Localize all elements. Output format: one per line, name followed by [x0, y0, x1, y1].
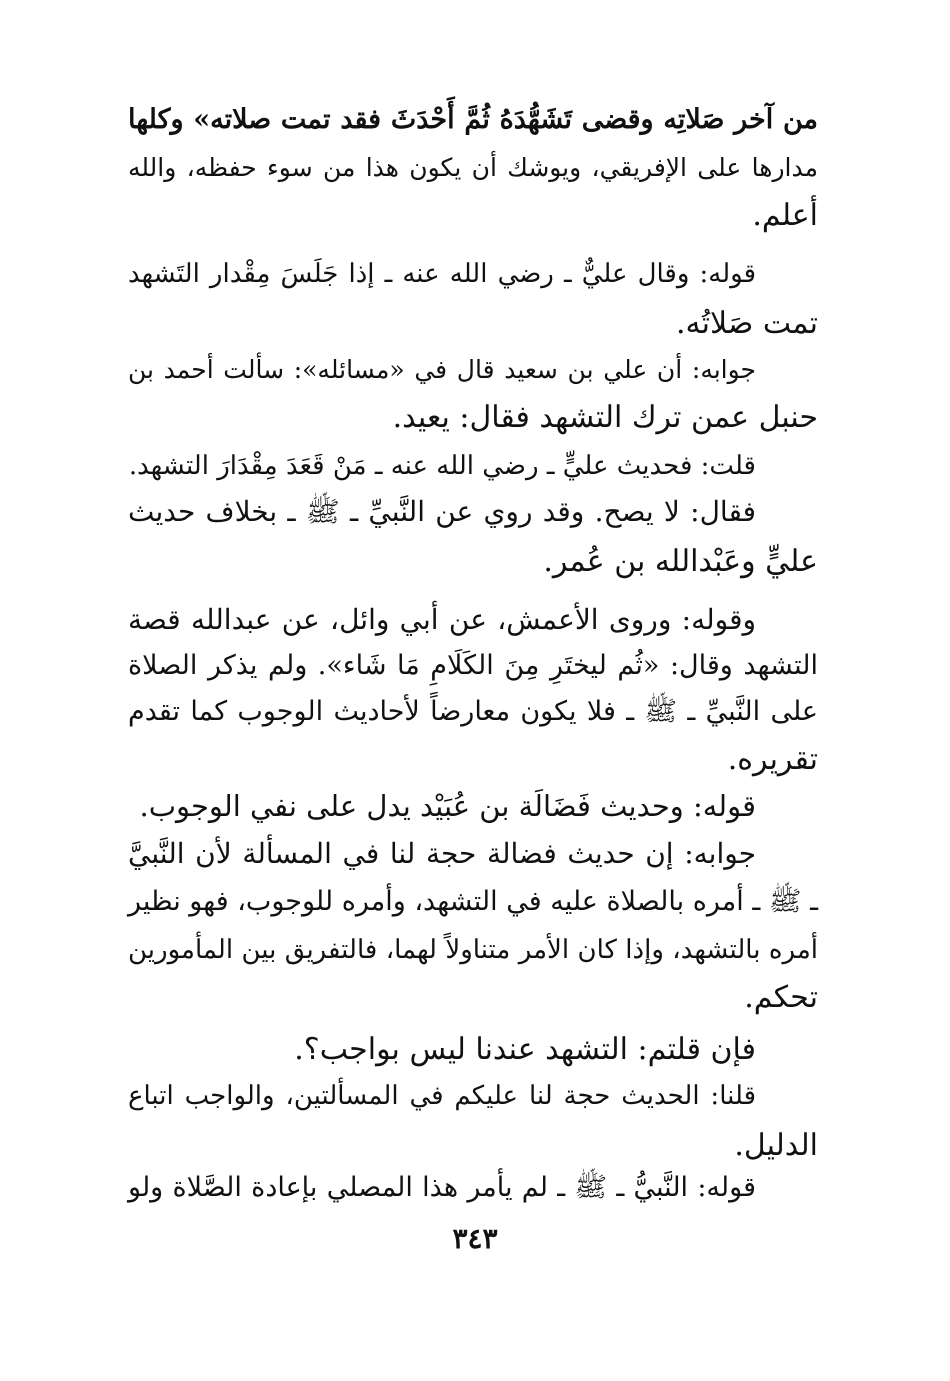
- text-line: حنبل عمن ترك التشهد فقال: يعيد.: [392, 400, 818, 435]
- page-body: [128, 96, 818, 1256]
- text-line: من آخر صَلاتِه وقضى تَشَهُّدَهُ ثُمَّ أَحْدَثَ فقد تمت صلاته» وكلها: [128, 104, 818, 135]
- text-line: جوابه: إن حديث فضالة حجة لنا في المسألة لأن النَّبيَّ: [128, 837, 756, 870]
- text-line: فإن قلتم: التشهد عندنا ليس بواجب؟.: [294, 1032, 756, 1067]
- text-line: التشهد وقال: «ثُم ليختَرِ مِنَ الكَلَامِ مَا شَاء». ولم يذكر الصلاة: [128, 650, 818, 681]
- text-line: قوله: النَّبيُّ ـ ﷺ ـ لم يأمر هذا المصلي بإعادة الصَّلاة ولو: [128, 1172, 756, 1203]
- text-line: قلنا: الحديث حجة لنا عليكم في المسألتين، والواجب اتباع: [128, 1081, 756, 1111]
- text-line: تقريره.: [727, 742, 818, 777]
- text-line: أعلم.: [752, 198, 818, 233]
- text-line: تحكم.: [744, 980, 818, 1015]
- text-line: قوله: وحديث فَضَالَة بن عُبَيْد يدل على نفي الوجوب.: [139, 789, 756, 823]
- text-line: أمره بالتشهد، وإذا كان الأمر متناولاً لهما، فالتفريق بين المأمورين: [128, 935, 818, 965]
- text-line: الدليل.: [734, 1128, 818, 1163]
- text-line: ـ ﷺ ـ أمره بالصلاة عليه في التشهد، وأمره للوجوب، فهو نظير: [128, 886, 818, 917]
- text-line: وقوله: وروى الأعمش، عن أبي وائل، عن عبدالله قصة: [128, 603, 756, 636]
- text-line: جوابه: أن علي بن سعيد قال في «مسائله»: سألت أحمد بن: [128, 355, 756, 384]
- text-line: فقال: لا يصح. وقد روي عن النَّبيِّ ـ ﷺ ـ بخلاف حديث: [128, 495, 756, 528]
- text-line: على النَّبيِّ ـ ﷺ ـ فلا يكون معارضاً لأحاديث الوجوب كما تقدم: [128, 696, 818, 727]
- page-number: ٣٤٣: [452, 1222, 498, 1255]
- text-line: عليٍّ وعَبْدالله بن عُمر.: [543, 544, 818, 579]
- text-line: مدارها على الإفريقي، ويوشك أن يكون هذا من سوء حفظه، والله: [128, 153, 818, 182]
- text-line: تمت صَلاتُه.: [675, 306, 818, 341]
- text-line: قوله: وقال عليٌّ ـ رضي الله عنه ـ إذا جَلَسَ مِقْدار التَشهد: [128, 259, 756, 289]
- text-line: قلت: فحديث عليٍّ ـ رضي الله عنه ـ مَنْ قَعَدَ مِقْدَارَ التشهد.: [128, 451, 756, 481]
